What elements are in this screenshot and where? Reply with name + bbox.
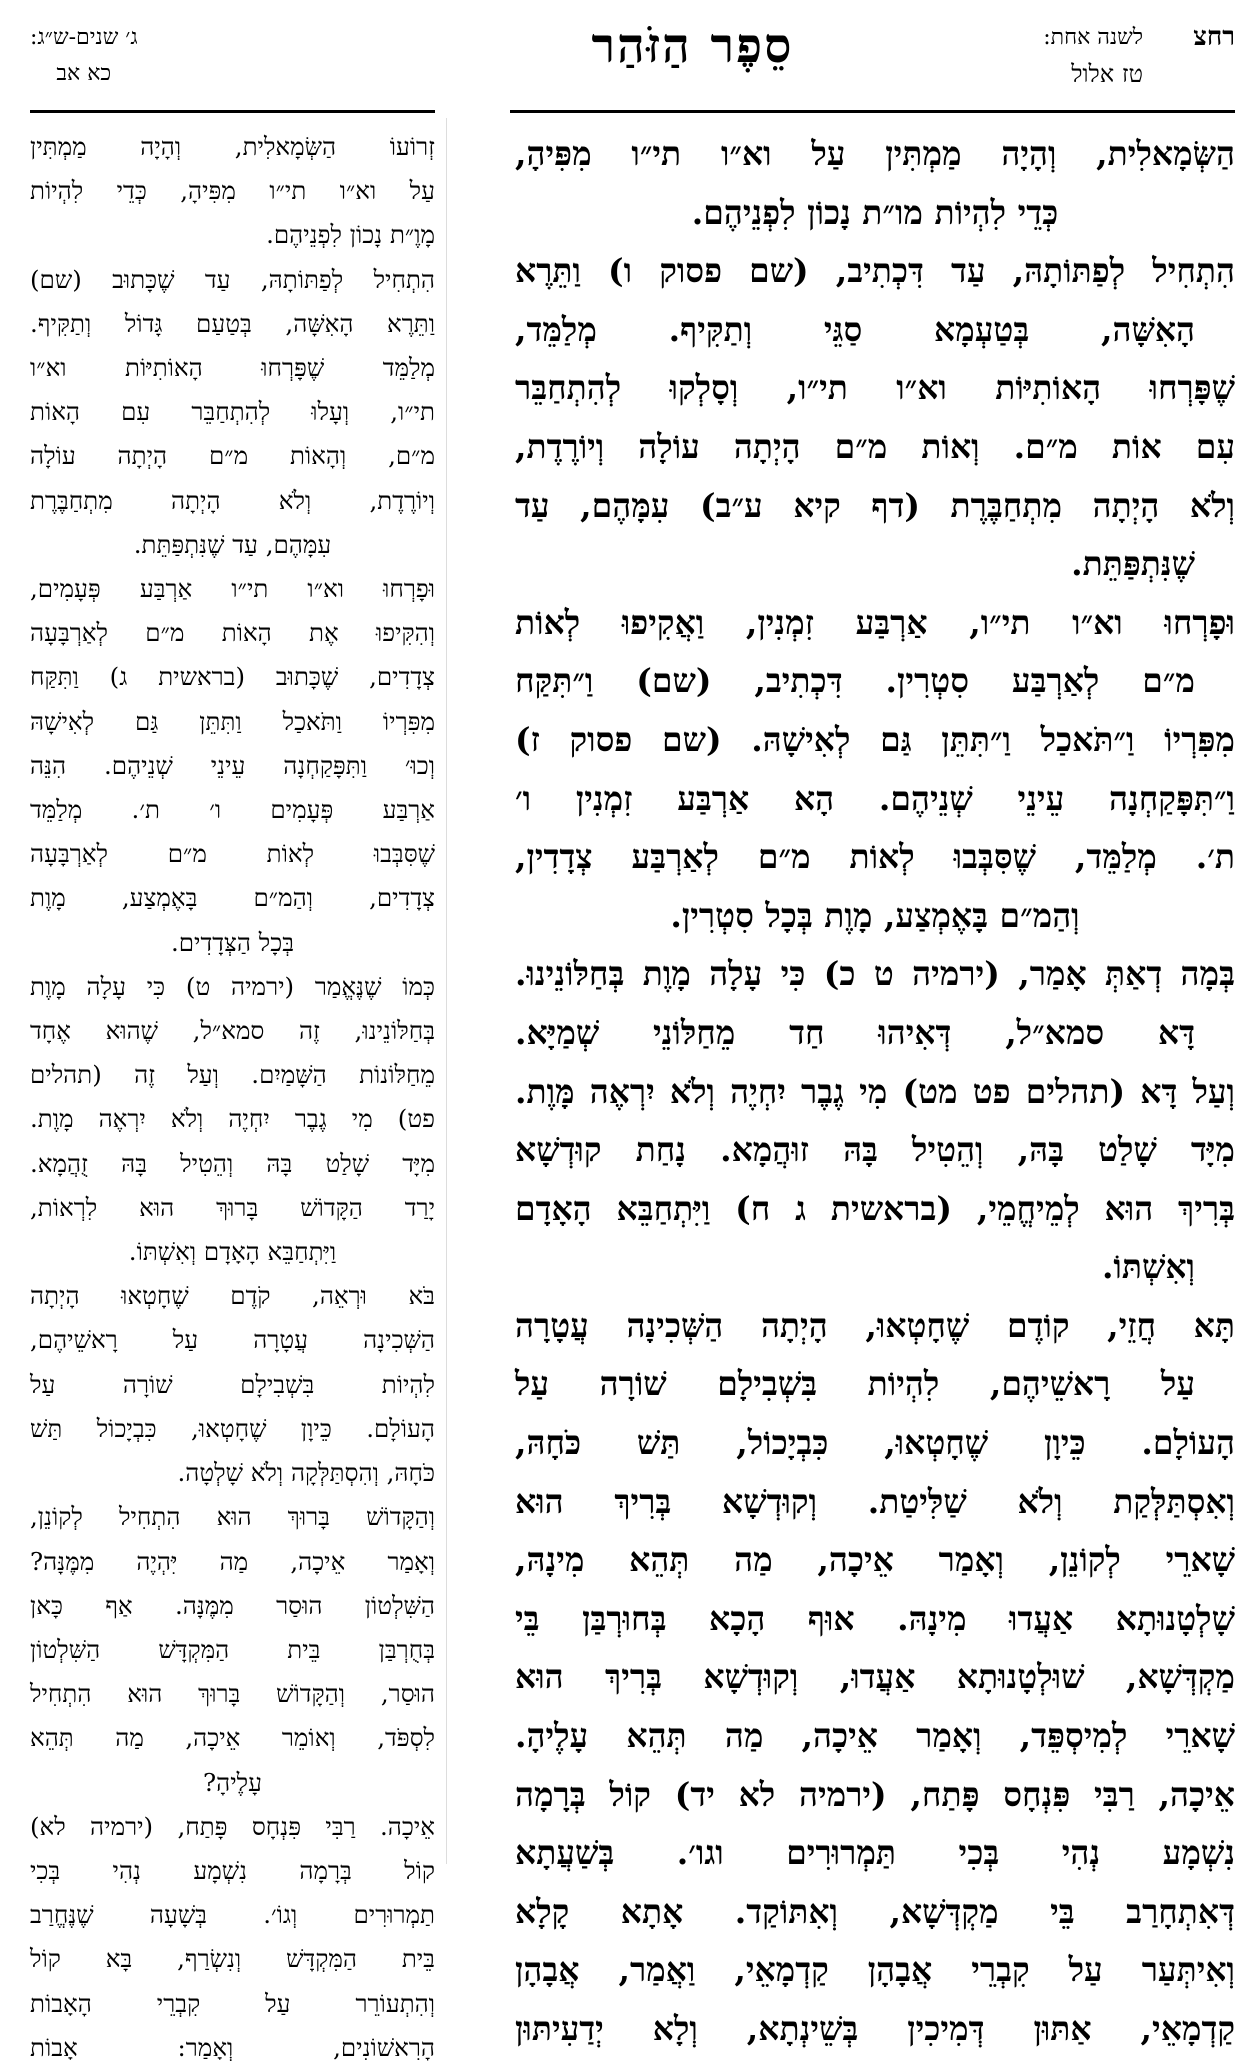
main-text-line: הָעוֹלָם. כֵּיוָן שֶׁחָטְאוּ, כִּבְיָכוֹל, תַּשׁ כֹּחָהּ, [515,1423,1235,1463]
translation-line: אַרְבַּע פְּעָמִים ו׳ ת׳. מְלַמֵּד [30,795,435,825]
translation-line: הָרִאשׁוֹנִים, וְאָמַר: אָבוֹת [30,2032,435,2062]
translation-line: מְלַמֵּד שֶׁפָּרְחוּ הָאוֹתִיּוֹת וא״ו [30,353,435,383]
translation-line: צְדָדִים, שֶׁכָּתוּב (בראשית ג) וַתִּקַּח [30,662,435,692]
main-text-line: שָׁלְטָנוּתָא אַעֲדוּ מִינָהּ. אוּף הָכָא בְּחוּרְבַּן בֵּי [515,1598,1235,1638]
translation-line: אֵיכָה. רַבִּי פִּנְחָס פָּתַח, (ירמיה לא) [30,1811,435,1841]
main-text-line: דְּאִתְחָרַב בֵּי מַקְדְּשָׁא, וְאִתּוֹקַד. אָתָא קָלָא [515,1891,1235,1931]
main-text-line: תָּא חֲזֵי, קוֹדֶם שֶׁחָטְאוּ, הָיְתָה הַשְּׁכִינָה עֲטָרָה [515,1305,1235,1345]
main-text-line: שֶׁפָּרְחוּ הָאוֹתִיּוֹת וא״ו תי״ו, וְסָלְקוּ לְהִתְחַבֵּר [515,368,1235,408]
translation-line: וְאָמַר אֵיכָה, מַה יִּהְיֶה מִמֶּנָּה? [30,1546,435,1576]
translation-line: קוֹל בְּרָמָה נִשְׁמָע נְהִי בְּכִי [30,1855,435,1885]
main-text-line: בְּמָה דְאַתְּ אָמַר, (ירמיה ט כ) כִּי עָלָה מָוֶת בְּחַלּוֹנֵינוּ. [515,954,1235,994]
main-text-line: וְאִשְׁתּוֹ. [1101,1247,1195,1287]
translation-line: לִהְיוֹת בִּשְׁבִילָם שׁוֹרָה עַל [30,1369,435,1399]
translation-line: וְהִקִּיפוּ אֶת הָאוֹת מ״ם לְאַרְבָּעָה [30,618,435,648]
main-text-line: נִשְׁמָע נְהִי בְּכִי תַּמְרוּרִים וגו׳. בְּשַׁעֲתָא [515,1833,1235,1873]
translation-line: בְּכָל הַצְּדָדִים. [170,927,295,957]
main-text-line: וְאִיתְּעַר עַל קִבְרֵי אֲבָהָן קַדְמָאֵי, וַאֲמַר, אֲבָהָן [515,1950,1235,1990]
main-text-line: וְעַל דָּא (תהלים פט מט) מִי גֶבֶר יִחְיֶה וְלֹא יִרְאֶה מָּוֶת. [515,1071,1235,1111]
cycle-date: כא אב [56,61,112,86]
translation-line: זְרוֹעוֹ הַשְּׂמָאלִית, וְהָיָה מַמְתִּין [30,132,435,161]
page-header [30,12,1235,107]
translation-line: צְדָדִים, וְהַמ״ם בָּאֶמְצַע, מָוֶת [30,883,435,913]
main-text-line: ת׳. מְלַמֵּד, שֶׁסִּבְּבוּ לְאוֹת מ״ם לְאַרְבַּע צְדָדִין, [515,837,1235,877]
main-text-line: דָּא סמא״ל, דְּאִיהוּ חַד מֵחַלּוֹנֵי שְׁמַיָּא. [515,1012,1195,1052]
main-text-line: הָאִשָּׁה, בְּטַעְמָא סַגֵּי וְתַקִּיף. מְלַמֵּד, [515,309,1195,349]
translation-line: שֶׁסִּבְּבוּ לְאוֹת מ״ם לְאַרְבָּעָה [30,839,435,869]
translation-line: מֵחַלּוֹנוֹת הַשָּׁמַיִם. וְעַל זֶה (תהלים [30,1060,435,1090]
translation-line: בְּחַלּוֹנֵינוּ, זֶה סמא״ל, שֶׁהוּא אֶחָד [30,1016,435,1046]
translation-line: וְכוּ׳ וַתִּפָּקַחְנָה עֵינֵי שְׁנֵיהֶם. הִנֵּה [30,750,435,780]
main-text-line: בְּרִיךְ הוּא לְמֵיחֱמֵי, (בראשית ג ח) וַיִּתְחַבֵּא הָאָדָם [515,1188,1235,1228]
header-rule-main [510,110,1235,113]
main-text-line: הַשְּׂמָאלִית, וְהָיָה מַמְתִּין עַל וא״ו תי״ו מִפִּיהָ, [515,134,1235,173]
translation-line: בֹּא וּרְאֵה, קֹדֶם שֶׁחָטְאוּ הָיְתָה [30,1281,435,1311]
translation-line: הָעוֹלָם. כֵּיוָן שֶׁחָטְאוּ, כִּבְיָכוֹל תַּשׁ [30,1413,435,1443]
translation-line: הַשְּׁכִינָה עֲטָרָה עַל רָאשֵׁיהֶם, [30,1325,435,1355]
main-text-line: וְאִסְתַּלְּקַת וְלֹא שַׁלִּיטַת. וְקוּדְשָׁא בְּרִיךְ הוּא [515,1481,1235,1521]
translation-line: עִמָּהֶם, עַד שֶׁנִּתְפַּתֵּת. [133,529,332,559]
translation-line: מ״ם, וְהָאוֹת מ״ם הָיְתָה עוֹלָה [30,441,435,471]
translation-line: עָלֶיהָ? [203,1767,262,1797]
main-text-line: כְּדֵי לִהְיוֹת מו״ת נָכוֹן לִפְנֵיהֶם. [691,192,1059,232]
reading-schedule [1043,20,1143,92]
main-text-line: שָׁארֵי לְקוֹנֵן, וְאָמַר אֵיכָה, מַה תְּהֵא מִינָהּ, [515,1540,1235,1580]
main-text-line: עִם אוֹת מ״ם. וְאוֹת מ״ם הָיְתָה עוֹלָה וְיוֹרֶדֶת, [515,426,1235,466]
book-title: סֵפֶר הַזֹּהַר [591,18,794,74]
translation-line: בְּחֻרְבַּן בֵּית הַמִּקְדָּשׁ הַשִּׁלְטוֹן [30,1634,435,1664]
translation-column [30,125,435,2062]
main-text-line: מ״ם לְאַרְבַּע סִטְרִין. דִּכְתִיב, (שם) וַ״תִּקַּח [515,661,1195,701]
main-text-line: שֶׁנִּתְפַּתֵּת. [1071,544,1195,584]
translation-line: מִפִּרְיוֹ וַתֹּאכַל וַתִּתֵּן גַּם לְאִישָׁהּ [30,706,435,736]
main-text-line: שָׁארֵי לְמִיסְפֵּד, וְאָמַר אֵיכָה, מַה תְּהֵא עָלֶיהָ. [515,1716,1235,1756]
translation-line: תַמְרוּרִים וְגוֹ׳. בְּשָׁעָה שֶׁנֶּחֱרַב [30,1900,435,1930]
translation-line: הַשִּׁלְטוֹן הוּסַר מִמֶּנָּה. אַף כָּאן [30,1590,435,1620]
translation-line: הִתְחִיל לְפַתּוֹתָהּ, עַד שֶׁכָּתוּב (שם) [30,264,435,294]
translation-line: כְּמוֹ שֶׁנֶּאֱמַר (ירמיה ט) כִּי עָלָה מָוֶת [30,971,435,1001]
translation-line: וְיוֹרֶדֶת, וְלֹא הָיְתָה מִתְחַבֶּרֶת [30,485,435,515]
main-text-line: הִתְחִיל לְפַתּוֹתָהּ, עַד דִּכְתִיב, (שם פסוק ו) וַתֵּרֶא [515,251,1235,291]
translation-line: תי״ו, וְעָלוּ לְהִתְחַבֵּר עִם הָאוֹת [30,397,435,427]
translation-line: כֹּחָהּ, וְהִסְתַּלְּקָה וְלֹא שָׁלְטָה. [177,1458,435,1488]
main-text-line: קַדְמָאֵי, אַתּוּן דְּמִיכִין בְּשֵׁינְתָא, וְלָא יְדַעִיתּוּן [515,2009,1235,2048]
translation-line: הוּסַר, וְהַקָּדוֹשׁ בָּרוּךְ הוּא הִתְחִיל [30,1679,435,1709]
schedule-label: לשנה אחת: [1043,25,1143,50]
main-text-line: וּפָרְחוּ וא״ו תי״ו, אַרְבַּע זִמְנִין, וַאֲקִיפוּ לְאוֹת [515,602,1235,642]
translation-line: עַל וא״ו תי״ו מִפִּיהָ, כְּדֵי לִהְיוֹת [30,176,435,206]
main-text-line: וַ״תִּפָּקַחְנָה עֵינֵי שְׁנֵיהֶם. הָא אַרְבַּע זִמְנִין ו׳ [515,778,1235,818]
cycle-label: ג׳ שנים-ש״ג: [30,25,138,50]
main-text-line: וְהַמ״ם בָּאֶמְצַע, מָוֶת בְּכָל סִטְרִין. [670,895,1080,935]
cycle-schedule [30,20,138,92]
schedule-date: טז אלול [1071,60,1143,88]
main-text-line: מִפִּרְיוֹ וַ״תֹּאכַל וַ״תִּתֵּן גַּם לְאִישָׁהּ. (שם פסוק ז) [515,719,1235,759]
translation-line: וַתֵּרֶא הָאִשָּׁה, בְּטַעַם גָּדוֹל וְתַקִּיף. [30,308,435,338]
translation-line: מִיָּד שָׁלַט בָּהּ וְהֵטִיל בָּהּ זֻהֲמָא. [30,1148,435,1178]
translation-line: וּפָרְחוּ וא״ו תי״ו אַרְבַּע פְּעָמִים, [30,574,435,604]
main-text-line: עַל רָאשֵׁיהֶם, לִהְיוֹת בִּשְׁבִילָם שׁוֹרָה עַל [515,1364,1195,1404]
translation-line: וְהַקָּדוֹשׁ בָּרוּךְ הוּא הִתְחִיל לְקוֹנֵן, [30,1502,435,1532]
column-divider [446,118,447,1864]
translation-line: יָרַד הַקָּדוֹשׁ בָּרוּךְ הוּא לִרְאוֹת, [30,1192,435,1222]
translation-line: לִסְפֹּד, וְאוֹמֵר אֵיכָה, מַה תְּהֵא [30,1723,435,1753]
translation-line: מָוֶ״ת נָכוֹן לִפְנֵיהֶם. [266,220,435,250]
main-text-line: אֵיכָה, רַבִּי פִּנְחָס פָּתַח, (ירמיה לא יד) קוֹל בְּרָמָה [515,1774,1235,1814]
header-rule-side [30,110,435,113]
main-text-line: מַקְדְּשָׁא, שׁוּלְטָנוּתָא אַעֲדוּ, וְקוּדְשָׁא בְּרִיךְ הוּא [515,1657,1235,1697]
main-text-line: וְלֹא הָיְתָה מִתְחַבֶּרֶת (דף קיא ע״ב) עִמָּהֶם, עַד [515,485,1235,525]
translation-line: וַיִּתְחַבֵּא הָאָדָם וְאִשְׁתּוֹ. [128,1237,337,1267]
translation-line: וְהִתְעוֹרֵר עַל קִבְרֵי הָאָבוֹת [30,1988,435,2018]
main-text-line: מִיָּד שָׁלַט בָּהּ, וְהֵטִיל בָּהּ זוּהֲמָא. נָחַת קוּדְשָׁא [515,1130,1235,1170]
page-number: רחצ [1193,22,1235,52]
translation-line: פט) מִי גֶבֶר יִחְיֶה וְלֹא יִרְאֶה מָוֶת. [30,1104,435,1134]
translation-line: בֵּית הַמִּקְדָּשׁ וְנִשְׂרַף, בָּא קוֹל [30,1944,435,1974]
main-text-column [515,125,1235,2048]
